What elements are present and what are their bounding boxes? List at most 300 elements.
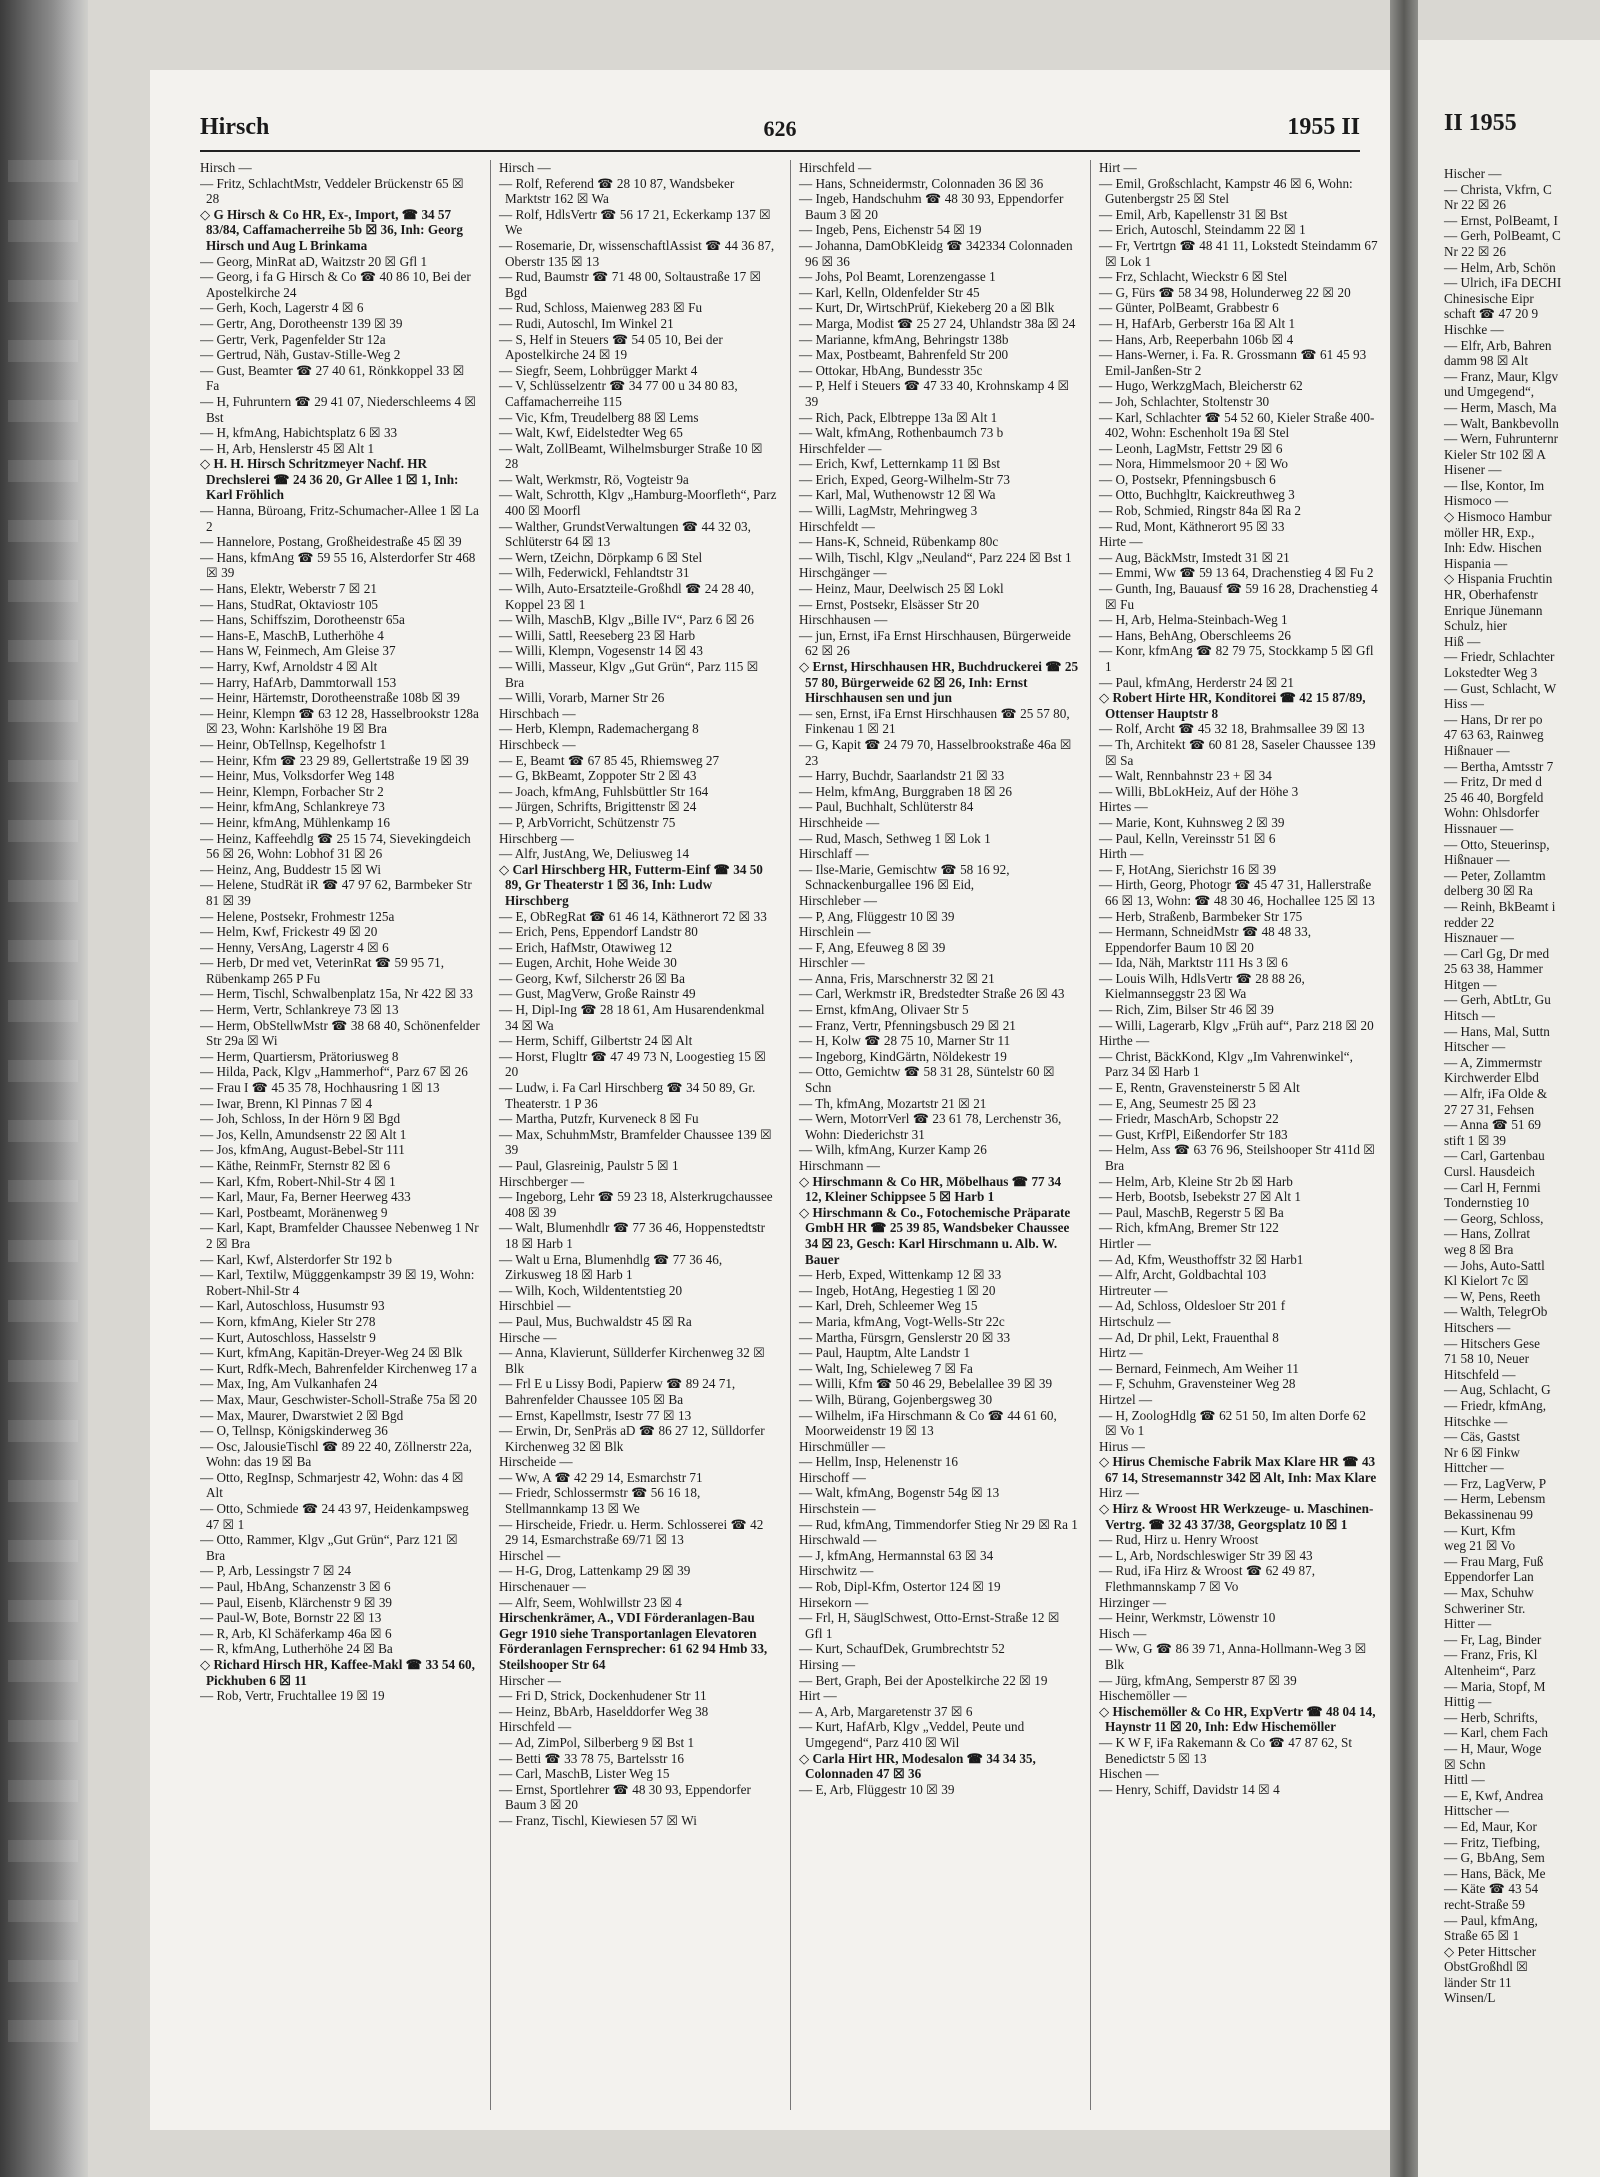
directory-entry: — sen, Ernst, iFa Ernst Hirschhausen ☎ 25 57 80, Finkenau 1 ☒ 21 (799, 705, 1070, 737)
directory-entry: — F, Ang, Efeuweg 8 ☒ 39 (799, 939, 946, 955)
column-1 (200, 160, 480, 2110)
directory-entry: ◇ Hirus Chemische Fabrik Max Klare HR ☎ 43 67 14, Stresemannstr 342 ☒ Alt, Inh: Max Klare (1099, 1454, 1377, 1485)
directory-entry: — Max, Maurer, Dwarstwiet 2 ☒ Bgd (200, 1407, 404, 1423)
directory-entry: — H, ZoologHdlg ☎ 62 51 50, Im alten Dorfe 62 ☒ Vo 1 (1099, 1407, 1366, 1439)
directory-entry: — Emmi, Ww ☎ 59 13 64, Drachenstieg 4 ☒ Fu 2 (1099, 565, 1374, 581)
adjacent-entry: — Anna ☎ 51 69 (1444, 1117, 1542, 1133)
adjacent-page (1418, 40, 1600, 2177)
directory-entry: — Ad, Dr phil, Lekt, Frauenthal 8 (1099, 1329, 1279, 1345)
directory-entry: Hirschbach — (499, 705, 576, 721)
directory-entry: Hirschoff — (799, 1469, 866, 1485)
adjacent-entry: Winsen/L (1444, 1990, 1496, 2006)
directory-entry: Hirschleber — (799, 892, 877, 908)
directory-entry: — P, Ang, Flüggestr 10 ☒ 39 (799, 908, 955, 924)
directory-entry: — Karl, Postbeamt, Moränenweg 9 (200, 1204, 388, 1220)
directory-entry: — Johanna, DamObKleidg ☎ 342334 Colonnaden 96 ☒ 36 (799, 237, 1073, 269)
directory-entry: — Hans, Elektr, Weberstr 7 ☒ 21 (200, 581, 377, 597)
directory-entry: — Harry, Buchdr, Saarlandstr 21 ☒ 33 (799, 768, 1005, 784)
adjacent-entry: stift 1 ☒ 39 (1444, 1132, 1507, 1148)
directory-entry: — E, Beamt ☎ 67 85 45, Rhiemsweg 27 (499, 752, 720, 768)
directory-entry: — Bernard, Feinmech, Am Weiher 11 (1099, 1360, 1299, 1376)
directory-entry: — S, Helf in Steuers ☎ 54 05 10, Bei der Apostelkirche 24 ☒ 19 (499, 331, 723, 363)
adjacent-entry: Hisener — (1444, 462, 1502, 478)
directory-entry: — Vic, Kfm, Treudelberg 88 ☒ Lems (499, 409, 699, 425)
directory-entry: — H, kfmAng, Habichtsplatz 6 ☒ 33 (200, 425, 398, 441)
directory-entry: — Herm, Tischl, Schwalbenplatz 15a, Nr 422 ☒ 33 (200, 986, 473, 1002)
directory-entry: Hirschlaff — (799, 846, 869, 862)
column-3 (790, 160, 1079, 2110)
adjacent-entry: Altenheim“, Parz (1444, 1663, 1536, 1678)
adjacent-column (1444, 166, 1600, 2006)
adjacent-entry: — Walth, TelegrOb (1444, 1304, 1548, 1320)
adjacent-entry: — Alfr, iFa Olde & (1444, 1086, 1548, 1102)
directory-entry: — Ida, Näh, Marktstr 111 Hs 3 ☒ 6 (1099, 955, 1288, 971)
adjacent-entry: recht-Straße 59 (1444, 1896, 1525, 1912)
directory-entry: — Ad, ZimPol, Silberberg 9 ☒ Bst 1 (499, 1734, 695, 1750)
directory-entry: — Eugen, Archit, Hohe Weide 30 (499, 955, 677, 971)
directory-entry: — Heinr, kfmAng, Schlankreye 73 (200, 799, 385, 815)
adjacent-entry: und Umgegend“, (1444, 384, 1535, 400)
directory-entry: — Heinr, Kfm ☎ 23 29 89, Gellertstraße 19 ☒ 39 (200, 752, 469, 768)
adjacent-entry: — Franz, Fris, Kl (1444, 1647, 1538, 1663)
adjacent-entry: Hittig — (1444, 1694, 1492, 1710)
adjacent-entry: — Ernst, PolBeamt, I (1444, 212, 1558, 228)
directory-entry: — Fritz, SchlachtMstr, Veddeler Brückenstr 65 ☒ 28 (200, 175, 464, 207)
directory-entry: — Christ, BäckKond, Klgv „Im Vahrenwinkel“, Parz 34 ☒ Harb 1 (1099, 1048, 1353, 1080)
directory-entry: — H, Arb, Helma-Steinbach-Weg 1 (1099, 612, 1288, 628)
directory-entry: Hirschstein — (799, 1501, 876, 1517)
directory-entry: — Ernst, kfmAng, Olivaer Str 5 (799, 1002, 969, 1018)
directory-entry: — F, HotAng, Sierichstr 16 ☒ 39 (1099, 861, 1277, 877)
adjacent-entry: weg 8 ☒ Bra (1444, 1241, 1514, 1257)
directory-entry: — Hans, Arb, Reeperbahn 106b ☒ 4 (1099, 331, 1294, 347)
directory-entry: — Iwar, Brenn, Kl Pinnas 7 ☒ 4 (200, 1095, 373, 1111)
directory-entry: — Kurt, SchaufDek, Grumbrechtstr 52 (799, 1641, 1005, 1657)
adjacent-entry: — Ulrich, iFa DECHI (1444, 275, 1562, 291)
directory-entry: — A, Arb, Margaretenstr 37 ☒ 6 (799, 1703, 973, 1719)
directory-entry: — Friedr, MaschArb, Schopstr 22 (1099, 1111, 1279, 1127)
directory-entry: — Erich, Autoschl, Steindamm 22 ☒ 1 (1099, 222, 1306, 238)
adjacent-entry: Hitgen — (1444, 976, 1497, 992)
directory-entry: — Hermann, SchneidMstr ☎ 48 48 33, Eppendorfer Baum 10 ☒ 20 (1099, 924, 1312, 955)
directory-entry: — Walt, Werkmstr, Rö, Vogteistr 9a (499, 471, 689, 487)
directory-entry: — Fr, Vertrtgn ☎ 48 41 11, Lokstedt Steindamm 67 ☒ Lok 1 (1099, 237, 1378, 269)
directory-entry: — Ww, G ☎ 86 39 71, Anna-Hollmann-Weg 3 ☒ Blk (1099, 1641, 1367, 1672)
directory-entry: Hirtschulz — (1099, 1313, 1171, 1329)
directory-entry: — Wilh, Koch, Wildententstieg 20 (499, 1282, 683, 1298)
column-4 (1090, 160, 1379, 2110)
directory-entry: — H, Kolw ☎ 28 75 10, Marner Str 11 (799, 1033, 1011, 1049)
directory-entry: — Max, SchuhmMstr, Bramfelder Chaussee 139 ☒ 39 (499, 1126, 772, 1158)
adjacent-entry: Bekassinenau 99 (1444, 1507, 1533, 1523)
directory-entry: ◇ Hischemöller & Co HR, ExpVertr ☎ 48 04 14, Haynstr 11 ☒ 20, Inh: Edw Hischemöller (1099, 1703, 1376, 1735)
adjacent-entry: — Bertha, Amtsstr 7 (1444, 758, 1554, 774)
adjacent-entry: — Friedr, kfmAng, (1444, 1397, 1547, 1413)
adjacent-entry: — Kurt, Kfm (1444, 1522, 1516, 1538)
adjacent-entry: Hitschers — (1444, 1319, 1511, 1335)
directory-entry: — Ernst, Kapellmstr, Isestr 77 ☒ 13 (499, 1407, 692, 1423)
directory-entry: — Joh, Schloss, In der Hörn 9 ☒ Bgd (200, 1111, 401, 1127)
directory-entry: — Rud, Schloss, Maienweg 283 ☒ Fu (499, 300, 703, 316)
directory-entry: — Hans-E, MaschB, Lutherhöhe 4 (200, 627, 384, 643)
adjacent-entry: — Helm, Arb, Schön (1444, 259, 1556, 275)
directory-entry: — Ingeb, Pens, Eichenstr 54 ☒ 19 (799, 222, 982, 238)
directory-entry: ◇ Ernst, Hirschhausen HR, Buchdruckerei ☎ 25 57 80, Bürgerweide 62 ☒ 26, Inh: Ernst Hirschhausen sen und jun (799, 659, 1079, 706)
directory-entry: — Rosemarie, Dr, wissenschaftlAssist ☎ 44 36 87, Oberstr 135 ☒ 13 (499, 237, 775, 269)
directory-entry: — Ludw, i. Fa Carl Hirschberg ☎ 34 50 89, Gr. Theaterstr. 1 P 36 (499, 1080, 756, 1111)
directory-entry: — Wilh, Bürang, Gojenbergsweg 30 (799, 1391, 993, 1407)
directory-entry: — Kurt, Dr, WirtschPrüf, Kiekeberg 20 a ☒ Blk (799, 300, 1055, 316)
column-2 (490, 160, 779, 2110)
directory-entry: — Otto, Schmiede ☎ 24 43 97, Heidenkampsweg 47 ☒ 1 (200, 1501, 469, 1532)
adjacent-entry: schaft ☎ 47 20 9 (1444, 306, 1539, 322)
directory-entry: — Kurt, Rdfk-Mech, Bahrenfelder Kirchenweg 17 a (200, 1360, 477, 1376)
directory-entry: — Walt, kfmAng, Bogenstr 54g ☒ 13 (799, 1485, 1000, 1501)
directory-entry: — Horst, Flugltr ☎ 47 49 73 N, Loogestieg 15 ☒ 20 (499, 1048, 767, 1080)
header-year: 1955 II (1287, 114, 1360, 140)
adjacent-entry: — Hans, Dr rer po (1444, 711, 1543, 727)
adjacent-entry: Hischer — (1444, 166, 1502, 181)
directory-entry: Hirschfeld — (499, 1719, 572, 1735)
directory-entry: — Jos, kfmAng, August-Bebel-Str 111 (200, 1142, 405, 1158)
directory-entry: Hirsch — (200, 160, 252, 175)
directory-entry: — Karl, Schlachter ☎ 54 52 60, Kieler Straße 400-402, Wohn: Eschenholt 19a ☒ Stel (1099, 409, 1375, 441)
directory-entry: — Joach, kfmAng, Fuhlsbüttler Str 164 (499, 783, 709, 799)
adjacent-entry: 47 63 63, Rainweg (1444, 727, 1544, 743)
adjacent-entry: Nr 6 ☒ Finkw (1444, 1444, 1520, 1460)
adjacent-entry: — Herm, Lebensm (1444, 1491, 1546, 1507)
directory-entry: — Wern, MotorrVerl ☎ 23 61 78, Lerchenstr 36, Wohn: Diederichstr 31 (799, 1111, 1062, 1142)
adjacent-entry: — W, Pens, Reeth (1444, 1288, 1541, 1304)
directory-entry: — Alfr, Seem, Wohlwillstr 23 ☒ 4 (499, 1594, 682, 1610)
directory-entry: — Wilh, kfmAng, Kurzer Kamp 26 (799, 1142, 987, 1158)
directory-entry: — Rud, Mont, Käthnerort 95 ☒ 33 (1099, 518, 1285, 534)
directory-entry: Hirschler — (799, 955, 865, 971)
adjacent-entry: — Käte ☎ 43 54 (1444, 1881, 1539, 1897)
adjacent-header: II 1955 (1444, 110, 1517, 136)
adjacent-entry: weg 21 ☒ Vo (1444, 1538, 1516, 1554)
directory-entry: — Karl, Dreh, Schleemer Weg 15 (799, 1298, 978, 1314)
directory-entry: — Hans-K, Schneid, Rübenkamp 80c (799, 534, 999, 550)
directory-entry: — H, Fuhruntern ☎ 29 41 07, Niederschleems 4 ☒ Bst (200, 393, 477, 425)
directory-entry: Hirus — (1099, 1438, 1145, 1454)
adjacent-entry: Hitsch — (1444, 1008, 1495, 1024)
directory-entry: — Emil, Arb, Kapellenstr 31 ☒ Bst (1099, 206, 1288, 222)
directory-entry: — Hans, BehAng, Oberschleems 26 (1099, 627, 1291, 643)
directory-entry: — Th, kfmAng, Mozartstr 21 ☒ 21 (799, 1095, 987, 1111)
directory-entry: Hirth — (1099, 846, 1144, 862)
directory-entry: — Walt, kfmAng, Rothenbaumch 73 b (799, 425, 1004, 441)
adjacent-entry: — Herb, Schrifts, (1444, 1709, 1538, 1725)
directory-entry: — Walt, Kwf, Eidelstedter Weg 65 (499, 425, 683, 441)
directory-entry: Hirtz — (1099, 1345, 1143, 1361)
adjacent-entry: Nr 22 ☒ 26 (1444, 243, 1507, 259)
directory-entry: — Hanna, Büroang, Fritz-Schumacher-Allee 1 ☒ La 2 (200, 503, 479, 534)
adjacent-entry: — Gerh, AbtLtr, Gu (1444, 992, 1551, 1008)
directory-entry: — Paul, kfmAng, Herderstr 24 ☒ 21 (1099, 674, 1294, 690)
directory-entry: — Kurt, kfmAng, Kapitän-Dreyer-Weg 24 ☒ Blk (200, 1345, 463, 1361)
adjacent-entry: — Reinh, BkBeamt i (1444, 898, 1556, 914)
directory-entry: — Karl, Maur, Fa, Berner Heerweg 433 (200, 1189, 411, 1205)
directory-entry: Hischemöller — (1099, 1688, 1187, 1704)
directory-entry: — Erich, Pens, Eppendorf Landstr 80 (499, 924, 698, 940)
directory-entry: — Paul, Glasreinig, Paulstr 5 ☒ 1 (499, 1158, 679, 1173)
directory-entry: — P, Arb, Lessingstr 7 ☒ 24 (200, 1563, 352, 1579)
adjacent-entry: Chinesische Eipr (1444, 290, 1534, 306)
directory-entry: — Walt, Ing, Schieleweg 7 ☒ Fa (799, 1360, 973, 1376)
adjacent-entry: — Fr, Lag, Binder (1444, 1631, 1542, 1647)
directory-entry: Hirscheide — (499, 1454, 573, 1470)
directory-entry: — Rolf, Archt ☎ 45 32 18, Brahmsallee 39 ☒ 13 (1099, 721, 1365, 737)
directory-entry: — V, Schlüsselzentr ☎ 34 77 00 u 34 80 83, Caffamacherreihe 115 (499, 378, 738, 409)
directory-entry: — Frl, H, SäuglSchwest, Otto-Ernst-Straße 12 ☒ Gfl 1 (799, 1610, 1060, 1641)
directory-entry: ◇ Robert Hirte HR, Konditorei ☎ 42 15 87/89, Ottenser Hauptstr 8 (1099, 690, 1366, 721)
directory-entry: — Max, Maur, Geschwister-Scholl-Straße 75a ☒ 20 (200, 1391, 477, 1407)
adjacent-entry: Hittl — (1444, 1772, 1485, 1788)
directory-entry: — Alfr, Archt, Goldbachtal 103 (1099, 1267, 1267, 1283)
directory-entry: — Max, Postbeamt, Bahrenfeld Str 200 (799, 347, 1009, 363)
directory-entry: — Gust, Beamter ☎ 27 40 61, Rönkkoppel 33 ☒ Fa (200, 362, 465, 394)
directory-entry: — P, Helf i Steuers ☎ 47 33 40, Krohnskamp 4 ☒ 39 (799, 378, 1070, 409)
directory-entry: — Herb, Straßenb, Barmbeker Str 175 (1099, 908, 1303, 924)
adjacent-entry: ◇ Peter Hittscher (1444, 1943, 1537, 1959)
adjacent-entry: Wohn: Ohlsdorfer (1444, 805, 1540, 821)
adjacent-entry: Hittcher — (1444, 1460, 1504, 1476)
directory-entry: — Rudi, Autoschl, Im Winkel 21 (499, 315, 674, 331)
directory-entry: — Martha, Fürsgrn, Genslerstr 20 ☒ 33 (799, 1329, 1011, 1345)
directory-entry: — H-G, Drog, Lattenkamp 29 ☒ 39 (499, 1563, 691, 1579)
directory-entry: Hirt — (799, 1688, 837, 1704)
directory-entry: — Ingeborg, Lehr ☎ 59 23 18, Alsterkrugchaussee 408 ☒ 39 (499, 1189, 773, 1220)
adjacent-entry: ◇ Hispania Fruchtin (1444, 571, 1553, 587)
directory-entry: — Herm, Quartiersm, Prätoriusweg 8 (200, 1048, 399, 1064)
directory-entry: — Siegfr, Seem, Lohbrügger Markt 4 (499, 362, 698, 378)
adjacent-entry: Kieler Str 102 ☒ A (1444, 446, 1546, 462)
directory-entry: — Helene, Postsekr, Frohmestr 125a (200, 908, 395, 924)
adjacent-entry: — Walt, Bankbevolln (1444, 415, 1559, 431)
directory-entry: — Karl, Kelln, Oldenfelder Str 45 (799, 284, 980, 300)
adjacent-entry: Inh: Edw. Hischen (1444, 540, 1542, 556)
directory-entry: — Frl E u Lissy Bodi, Papierw ☎ 89 24 71, Bahrenfelder Chaussee 105 ☒ Ba (499, 1376, 736, 1407)
directory-entry: — Karl, Kfm, Robert-Nhil-Str 4 ☒ 1 (200, 1173, 396, 1189)
directory-entry: — G, Fürs ☎ 58 34 98, Holunderweg 22 ☒ 20 (1099, 284, 1351, 300)
directory-entry: — Walt u Erna, Blumenhdlg ☎ 77 36 46, Zirkusweg 18 ☒ Harb 1 (499, 1251, 723, 1283)
directory-entry: — Wern, tZeichn, Dörpkamp 6 ☒ Stel (499, 549, 703, 565)
adjacent-entry: Kirchwerder Elbd (1444, 1070, 1539, 1086)
directory-entry: — Heinr, Härtemstr, Dorotheenstraße 108b ☒ 39 (200, 690, 460, 706)
directory-entry: — Paul, Mus, Buchwaldstr 45 ☒ Ra (499, 1313, 692, 1329)
directory-entry: — Hirscheide, Friedr. u. Herm. Schlosserei ☎ 42 29 14, Esmarchstraße 69/71 ☒ 13 (499, 1516, 764, 1548)
directory-entry: Hirschhausen — (799, 612, 888, 628)
adjacent-entry: — Ilse, Kontor, Im (1444, 477, 1545, 493)
directory-entry: — Martha, Putzfr, Kurveneck 8 ☒ Fu (499, 1111, 699, 1127)
adjacent-entry: — G, BbAng, Sem (1444, 1850, 1545, 1866)
directory-entry: — Anna, Fris, Marschnerstr 32 ☒ 21 (799, 970, 995, 986)
adjacent-entry: — Christa, Vkfrn, C (1444, 181, 1552, 197)
directory-entry: — Wilh, MaschB, Klgv „Bille IV“, Parz 6 ☒ 26 (499, 612, 754, 628)
directory-entry: — Anna, Klavierunt, Süllderfer Kirchenweg 32 ☒ Blk (499, 1345, 765, 1376)
directory-entry: — Friedr, Schlossermstr ☎ 56 16 18, Stellmannkamp 13 ☒ We (499, 1485, 701, 1517)
directory-entry: — Rolf, HdlsVertr ☎ 56 17 21, Eckerkamp 137 ☒ We (499, 206, 771, 238)
directory-entry: — Hilda, Pack, Klgv „Hammerhof“, Parz 67 ☒ 26 (200, 1064, 468, 1080)
adjacent-entry: — Frau Marg, Fuß (1444, 1553, 1544, 1569)
directory-entry: ◇ Hirz & Wroost HR Werkzeuge- u. Maschinen-Vertrg. ☎ 32 43 37/38, Georgsplatz 10 ☒ 1 (1099, 1501, 1374, 1532)
adjacent-entry: — Johs, Auto-Sattl (1444, 1257, 1545, 1273)
adjacent-entry: — Paul, kfmAng, (1444, 1912, 1538, 1928)
directory-entry: — Karl, Mal, Wuthenowstr 12 ☒ Wa (799, 487, 996, 503)
adjacent-entry: — Hans, Bäck, Me (1444, 1865, 1546, 1881)
adjacent-entry: ☒ Schn (1444, 1756, 1486, 1772)
directory-entry: — Walther, GrundstVerwaltungen ☎ 44 32 03, Schlüterstr 64 ☒ 13 (499, 518, 751, 550)
directory-entry: Hirschmann — (799, 1158, 880, 1173)
directory-entry: — Ingeborg, KindGärtn, Nöldekestr 19 (799, 1048, 1007, 1064)
directory-entry: — Otto, Gemichtw ☎ 58 31 28, Süntelstr 60 ☒ Schn (799, 1064, 1055, 1096)
adjacent-entry: Straße 65 ☒ 1 (1444, 1928, 1520, 1944)
directory-entry: — Marga, Modist ☎ 25 27 24, Uhlandstr 38a ☒ 24 (799, 315, 1076, 331)
adjacent-entry: — Aug, Schlacht, G (1444, 1382, 1551, 1398)
adjacent-entry: Lokstedter Weg 3 (1444, 665, 1538, 680)
directory-entry: — Ad, Kfm, Weusthoffstr 32 ☒ Harb1 (1099, 1251, 1304, 1267)
directory-entry: — Nora, Himmelsmoor 20 + ☒ Wo (1099, 456, 1289, 472)
adjacent-entry: Schulz, hier (1444, 618, 1507, 634)
adjacent-entry: — Gust, Schlacht, W (1444, 680, 1557, 696)
directory-entry: — G, Kapit ☎ 24 79 70, Hasselbrookstraße 46a ☒ 23 (799, 736, 1072, 768)
directory-entry: Hirscher — (499, 1672, 561, 1688)
directory-entry: — Karl, Textilw, Mügggenkampstr 39 ☒ 19, Wohn: Robert-Nhil-Str 4 (200, 1267, 475, 1298)
directory-entry: — Willi, LagMstr, Mehringweg 3 (799, 503, 978, 519)
directory-entry: — Erich, HafMstr, Otawiweg 12 (499, 939, 673, 955)
adjacent-entry: — Gerh, PolBeamt, C (1444, 228, 1561, 244)
directory-entry: — Hans-Werner, i. Fa. R. Grossmann ☎ 61 45 93 Emil-Janßen-Str 2 (1099, 347, 1367, 378)
directory-entry: Hirtzel — (1099, 1391, 1153, 1407)
directory-entry: ◇ Hirschmann & Co., Fotochemische Präparate GmbH HR ☎ 25 39 85, Wandsbeker Chaussee 34 ☒ 23, Gesch: Karl Hirschmann u. Alb. W. Bauer (799, 1204, 1071, 1267)
directory-entry: — Willi, Masseur, Klgv „Gut Grün“, Parz 115 ☒ Bra (499, 659, 759, 690)
directory-entry: — Ottokar, HbAng, Bundesstr 35c (799, 362, 983, 378)
directory-entry: — Ilse-Marie, Gemischtw ☎ 58 16 92, Schnackenburgallee 196 ☒ Eid, (799, 861, 1010, 893)
directory-entry: — Franz, Vertr, Pfenningsbusch 29 ☒ 21 (799, 1017, 1016, 1033)
directory-entry: — Herb, Exped, Wittenkamp 12 ☒ 33 (799, 1267, 1002, 1283)
adjacent-entry: — Peter, Zollamtm (1444, 867, 1546, 883)
adjacent-entry: Hitschfeld — (1444, 1366, 1516, 1382)
adjacent-entry: — Carl, Gartenbau (1444, 1148, 1545, 1164)
adjacent-entry: — E, Kwf, Andrea (1444, 1787, 1544, 1803)
directory-entry: — Willi, Sattl, Reeseberg 23 ☒ Harb (499, 627, 696, 643)
directory-entry: Hirschgänger — (799, 565, 887, 581)
adjacent-entry: — Franz, Maur, Klgv (1444, 368, 1559, 384)
directory-entry: — Rich, kfmAng, Bremer Str 122 (1099, 1220, 1279, 1236)
directory-entry: Hirte — (1099, 534, 1143, 550)
adjacent-entry: 25 63 38, Hammer (1444, 961, 1543, 977)
directory-entry: — Kurt, HafArb, Klgv „Veddel, Peute und Umgegend“, Parz 410 ☒ Wil (799, 1719, 1025, 1750)
directory-entry: — Helm, kfmAng, Burggraben 18 ☒ 26 (799, 783, 1013, 799)
directory-entry: — Fri D, Strick, Dockenhudener Str 11 (499, 1688, 707, 1704)
directory-entry: — Karl, Autoschloss, Husumstr 93 (200, 1298, 385, 1314)
directory-entry: Hirtes — (1099, 799, 1148, 815)
adjacent-entry: möller HR, Exp., (1444, 524, 1535, 540)
book-binding (0, 0, 88, 2177)
adjacent-entry: — Karl, chem Fach (1444, 1725, 1548, 1741)
directory-entry: — Heinr, Mus, Volksdorfer Weg 148 (200, 768, 395, 784)
adjacent-entry: Hispania — (1444, 555, 1508, 571)
directory-entry: Hirsch — (499, 160, 551, 175)
binding-bleed (8, 160, 78, 2060)
adjacent-entry: Hitter — (1444, 1616, 1492, 1632)
directory-entry: — Betti ☎ 33 78 75, Bartelsstr 16 (499, 1750, 684, 1766)
adjacent-entry: Schweriner Str. (1444, 1600, 1526, 1616)
directory-entry: Hirzinger — (1099, 1594, 1167, 1610)
page-number: 626 (763, 116, 797, 141)
directory-entry: — Henny, VersAng, Lagerstr 4 ☒ 6 (200, 939, 389, 955)
directory-entry: — Marie, Kont, Kuhnsweg 2 ☒ 39 (1099, 814, 1285, 830)
directory-entry: — Heinz, BbArb, Haselddorfer Weg 38 (499, 1703, 709, 1719)
directory-entry: — Maria, kfmAng, Vogt-Wells-Str 22c (799, 1313, 1005, 1329)
directory-entry: — Herb, Bootsb, Isebekstr 27 ☒ Alt 1 (1099, 1189, 1301, 1205)
directory-entry: — P, ArbVorricht, Schützenstr 75 (499, 814, 676, 830)
adjacent-entry: Hischke — (1444, 321, 1504, 337)
directory-entry: — Johs, Pol Beamt, Lorenzengasse 1 (799, 269, 996, 285)
adjacent-entry: redder 22 (1444, 914, 1495, 930)
directory-entry: ◇ G Hirsch & Co HR, Ex-, Import, ☎ 34 57 83/84, Caffamacherreihe 5b ☒ 36, Inh: Georg Hirsch und Aug L Brinkama (200, 206, 463, 253)
directory-entry: ◇ H. H. Hirsch Schritzmeyer Nachf. HR Drechslerei ☎ 24 36 20, Gr Allee 1 ☒ 1, Inh: Karl Fröhlich (200, 456, 459, 503)
directory-entry: — Hans, Schneidermstr, Colonnaden 36 ☒ 36 (799, 175, 1044, 191)
directory-entry: — H, Arb, Henslerstr 45 ☒ Alt 1 (200, 440, 375, 456)
adjacent-entry: — Frz, LagVerw, P (1444, 1475, 1547, 1491)
directory-entry: — Marianne, kfmAng, Behringstr 138b (799, 331, 1009, 347)
adjacent-entry: — Cäs, Gastst (1444, 1429, 1520, 1445)
directory-entry: — E, Arb, Flüggestr 10 ☒ 39 (799, 1781, 955, 1797)
directory-entry: — Paul, Kelln, Vereinsstr 51 ☒ 6 (1099, 830, 1276, 846)
directory-entry: — Jos, Kelln, Amundsenstr 22 ☒ Alt 1 (200, 1126, 407, 1142)
directory-entry: Hirschbiel — (499, 1298, 571, 1314)
directory-entry: — Willi, Vorarb, Marner Str 26 (499, 690, 665, 706)
adjacent-entry: Hißnauer — (1444, 742, 1510, 758)
directory-entry: — Franz, Tischl, Kiewiesen 57 ☒ Wi (499, 1812, 697, 1828)
directory-entry: — Heinr, kfmAng, Mühlenkamp 16 (200, 814, 390, 830)
directory-entry: — Wilh, Federwickl, Fehlandtstr 31 (499, 565, 690, 581)
directory-entry: Hirtreuter — (1099, 1282, 1168, 1298)
adjacent-entry: — Hans, Zollrat (1444, 1226, 1531, 1242)
directory-entry: — Käthe, ReinmFr, Sternstr 82 ☒ 6 (200, 1158, 391, 1173)
directory-entry: — Korn, kfmAng, Kieler Str 278 (200, 1313, 376, 1329)
adjacent-entry: damm 98 ☒ Alt (1444, 353, 1528, 369)
directory-entry: — Rud, iFa Hirz & Wroost ☎ 62 49 87, Flethmannskamp 7 ☒ Vo (1099, 1563, 1316, 1595)
directory-entry: — Heinr, ObTellnsp, Kegelhofstr 1 (200, 736, 387, 752)
adjacent-entry: Hitscher — (1444, 1039, 1506, 1055)
directory-entry: — Frz, Schlacht, Wieckstr 6 ☒ Stel (1099, 269, 1288, 285)
directory-entry: — O, Postsekr, Pfenningsbusch 6 (1099, 471, 1276, 487)
directory-entry: — Hannelore, Postang, Großheidestraße 45 ☒ 39 (200, 534, 462, 550)
directory-entry: — Herm, Schiff, Gilbertstr 24 ☒ Alt (499, 1033, 693, 1049)
directory-entry: — Ernst, Sportlehrer ☎ 48 30 93, Eppendorfer Baum 3 ☒ 20 (499, 1781, 751, 1813)
directory-entry: — F, Schuhm, Gravensteiner Weg 28 (1099, 1376, 1296, 1392)
directory-entry: — Hans, Schiffszim, Dorotheenstr 65a (200, 612, 405, 628)
directory-entry: ◇ Carl Hirschberg HR, Futterm-Einf ☎ 34 50 89, Gr Theaterstr 1 ☒ 36, Inh: Ludw Hirschberg (499, 861, 763, 908)
adjacent-entry: — Friedr, Schlachter (1444, 649, 1555, 665)
directory-entry: Hirsekorn — (799, 1594, 869, 1610)
directory-entry: — Ingeb, HotAng, Hegestieg 1 ☒ 20 (799, 1282, 996, 1298)
directory-entry: — Heinr, Werkmstr, Löwenstr 10 (1099, 1610, 1276, 1626)
directory-entry: — Wilhelm, iFa Hirschmann & Co ☎ 44 61 60, Moorweidenstr 19 ☒ 13 (799, 1407, 1057, 1439)
directory-entry: — Heinz, Maur, Deelwisch 25 ☒ Lokl (799, 581, 1004, 597)
directory-entry: — Gertr, Ang, Dorotheenstr 139 ☒ 39 (200, 315, 403, 331)
directory-entry: ◇ Carla Hirt HR, Modesalon ☎ 34 34 35, Colonnaden 47 ☒ 36 (799, 1750, 1036, 1782)
directory-entry: — Helm, Kwf, Frickestr 49 ☒ 20 (200, 924, 378, 940)
directory-entry: — R, Arb, Kl Schäferkamp 46a ☒ 6 (200, 1625, 392, 1641)
adjacent-entry: — Elfr, Arb, Bahren (1444, 337, 1552, 353)
directory-entry: — L, Arb, Nordschleswiger Str 39 ☒ 43 (1099, 1547, 1313, 1563)
adjacent-entry: — Ed, Maur, Kor (1444, 1818, 1537, 1834)
directory-entry: Hirschenauer — (499, 1579, 586, 1595)
